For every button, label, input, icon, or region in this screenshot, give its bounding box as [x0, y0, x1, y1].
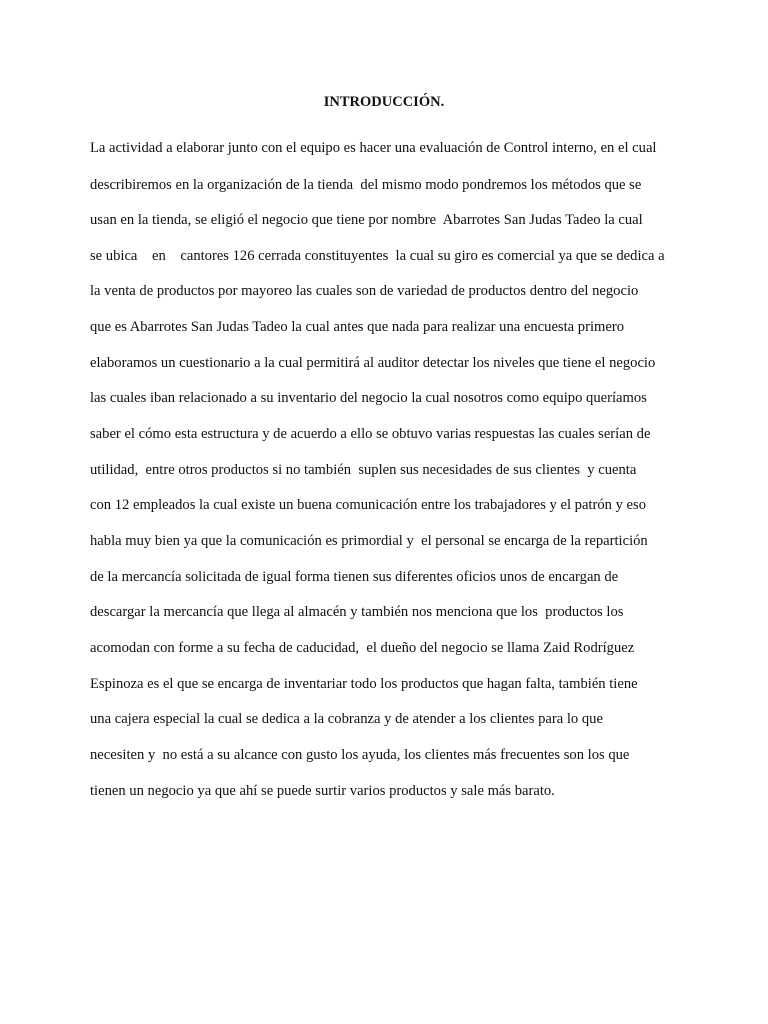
paragraph-line: describiremos en la organización de la tienda del mismo modo pondremos los métodos que se [90, 177, 642, 193]
paragraph-line: una cajera especial la cual se dedica a la cobranza y de atender a los clientes para lo que [90, 711, 603, 727]
paragraph-line: de la mercancía solicitada de igual forma tienen sus diferentes oficios unos de encargan de [90, 569, 619, 585]
paragraph-line: descargar la mercancía que llega al almacén y también nos menciona que los productos los [90, 604, 624, 620]
paragraph-line: Espinoza es el que se encarga de inventariar todo los productos que hagan falta, también tiene [90, 676, 638, 692]
paragraph-line: usan en la tienda, se eligió el negocio que tiene por nombre Abarrotes San Judas Tadeo la cual [90, 212, 643, 228]
paragraph-line: elaboramos un cuestionario a la cual permitirá al auditor detectar los niveles que tiene el negocio [90, 355, 656, 371]
paragraph-line: las cuales iban relacionado a su inventario del negocio la cual nosotros como equipo queríamos [90, 390, 647, 406]
paragraph-line: se ubica en cantores 126 cerrada constituyentes la cual su giro es comercial ya que se dedica a [90, 248, 665, 264]
paragraph-line: habla muy bien ya que la comunicación es primordial y el personal se encarga de la repartición [90, 533, 648, 549]
paragraph-line: necesiten y no está a su alcance con gusto los ayuda, los clientes más frecuentes son los que [90, 747, 630, 763]
paragraph-line: acomodan con forme a su fecha de caducidad, el dueño del negocio se llama Zaid Rodríguez [90, 640, 635, 656]
page-title: INTRODUCCIÓN. [323, 94, 445, 110]
paragraph-line: la venta de productos por mayoreo las cuales son de variedad de productos dentro del negocio [90, 283, 639, 299]
paragraph-line: con 12 empleados la cual existe un buena comunicación entre los trabajadores y el patrón y eso [90, 497, 646, 513]
paragraph-line: tienen un negocio ya que ahí se puede surtir varios productos y sale más barato. [90, 783, 555, 799]
paragraph-line: saber el cómo esta estructura y de acuerdo a ello se obtuvo varias respuestas las cuales serían de [90, 426, 651, 442]
paragraph-line: utilidad, entre otros productos si no también suplen sus necesidades de sus clientes y cuenta [90, 462, 637, 478]
paragraph-line: que es Abarrotes San Judas Tadeo la cual antes que nada para realizar una encuesta primero [90, 319, 624, 335]
paragraph-line: La actividad a elaborar junto con el equipo es hacer una evaluación de Control interno, en el cual [90, 140, 657, 156]
